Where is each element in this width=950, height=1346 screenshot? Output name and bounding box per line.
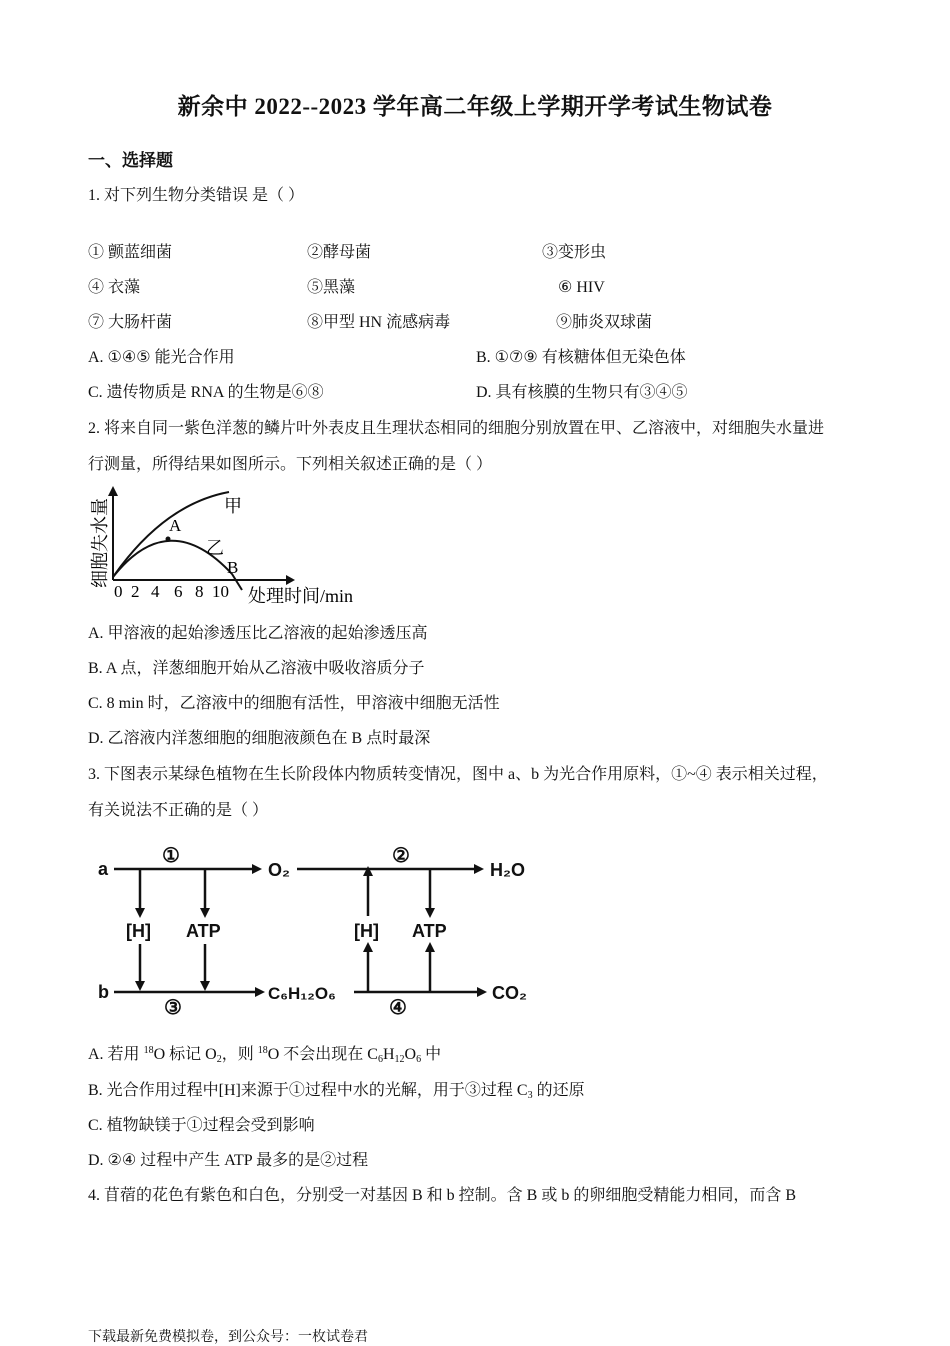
- q3-option-a: [88, 1045, 441, 1065]
- q2-stem-line2: 行测量，所得结果如图所示。下列相关叙述正确的是（ ）: [88, 456, 493, 473]
- q3-a-sub-3: 12: [394, 1054, 405, 1065]
- q3-a-text-4: O 不会出现在 C: [267, 1046, 378, 1063]
- q2-option-d: D. 乙溶液内洋葱细胞的细胞液颜色在 B 点时最深: [88, 730, 431, 747]
- q1-item-7: ⑦ 大肠杆菌: [88, 314, 173, 331]
- arrowhead-atp-down: [425, 908, 435, 918]
- label-atp-right: ATP: [412, 921, 447, 941]
- arrowhead-co2: [477, 987, 487, 997]
- q2-stem-line1: 2. 将来自同一紫色洋葱的鳞片叶外表皮且生理状态相同的细胞分别放置在甲、乙溶液中，对细胞失水量进: [88, 420, 825, 437]
- q3-a-text-3: ，则: [221, 1046, 258, 1063]
- q3-a-text-2: O 标记 O: [153, 1046, 217, 1063]
- label-h-right: [H]: [354, 921, 379, 941]
- arrowhead-h2o: [474, 864, 484, 874]
- q1-item-5: ⑤黑藻: [307, 279, 356, 296]
- label-atp-left: ATP: [186, 921, 221, 941]
- arrowhead-3-left: [135, 981, 145, 991]
- page-title: 新余中 2022--2023 学年高二年级上学期开学考试生物试卷: [177, 94, 773, 119]
- arrowhead-h-left: [135, 908, 145, 918]
- q1-stem: 1. 对下列生物分类错误 是（ ）: [88, 187, 305, 204]
- y-axis-label: 细胞失水量: [90, 498, 110, 588]
- tick-0: 0: [114, 582, 123, 601]
- arrowhead-atp-left: [200, 908, 210, 918]
- arrowhead-3-right: [200, 981, 210, 991]
- label-point-a: A: [169, 516, 182, 535]
- q3-stem-line2: 有关说法不正确的是（ ）: [88, 802, 269, 819]
- q3-a-text-6: O: [404, 1046, 417, 1063]
- q4-stem-line1: 4. 苜蓿的花色有紫色和白色，分别受一对基因 B 和 b 控制。含 B 或 b 的卵细胞受精能力相同，而含 B: [88, 1187, 797, 1204]
- q1-option-a: A. ①④⑤ 能光合作用: [88, 349, 235, 366]
- q3-a-sub-4: 6: [416, 1054, 422, 1065]
- q1-item-1: ① 颤蓝细菌: [88, 244, 173, 261]
- q3-a-sup-2: 18: [257, 1045, 268, 1056]
- water-loss-graph: [84, 484, 384, 610]
- label-o2: O₂: [268, 860, 290, 880]
- q1-item-9: ⑨肺炎双球菌: [556, 314, 653, 331]
- label-co2: CO₂: [492, 983, 527, 1003]
- x-axis-label: 处理时间/min: [248, 586, 354, 606]
- arrowhead-2-up: [363, 866, 373, 876]
- q2-option-c: C. 8 min 时，乙溶液中的细胞有活性，甲溶液中细胞无活性: [88, 695, 500, 712]
- label-b: b: [98, 982, 109, 1002]
- q1-item-2: ②酵母菌: [307, 244, 372, 261]
- label-process-2: ②: [392, 845, 410, 867]
- q3-b-text-1: B. 光合作用过程中[H]来源于①过程中水的光解，用于③过程 C: [88, 1082, 528, 1099]
- label-process-3: ③: [164, 997, 182, 1019]
- q3-a-sup-1: 18: [143, 1045, 154, 1056]
- tick-10: 10: [212, 582, 229, 601]
- label-a: a: [98, 859, 109, 879]
- point-a-marker: [166, 537, 171, 542]
- arrowhead-h-up: [363, 942, 373, 952]
- label-h-left: [H]: [126, 921, 151, 941]
- q1-option-b: B. ①⑦⑨ 有核糖体但无染色体: [476, 349, 686, 366]
- tick-4: 4: [151, 582, 160, 601]
- q1-option-c: C. 遗传物质是 RNA 的生物是⑥⑧: [88, 384, 324, 401]
- label-process-4: ④: [389, 997, 407, 1019]
- q1-item-3: ③变形虫: [542, 244, 607, 261]
- arrowhead-atp-up: [425, 942, 435, 952]
- q3-stem-line1: 3. 下图表示某绿色植物在生长阶段体内物质转变情况，图中 a、b 为光合作用原料，①~④ 表示相关过程，: [88, 766, 828, 783]
- q1-option-d: D. 具有核膜的生物只有③④⑤: [476, 384, 688, 401]
- q3-b-text-2: 的还原: [532, 1082, 585, 1099]
- q3-a-sub-1: 2: [216, 1054, 222, 1065]
- q3-a-text-5: H: [382, 1046, 395, 1063]
- q3-a-text-7: 中: [421, 1046, 442, 1063]
- section-heading: 一、选择题: [88, 151, 173, 170]
- y-axis-arrow: [108, 486, 118, 496]
- label-process-1: ①: [162, 845, 180, 867]
- tick-6: 6: [174, 582, 183, 601]
- label-yi: 乙: [206, 538, 224, 558]
- arrowhead-o2: [252, 864, 262, 874]
- q3-option-d: D. ②④ 过程中产生 ATP 最多的是②过程: [88, 1152, 369, 1169]
- q3-b-sub: 3: [527, 1090, 533, 1101]
- q3-option-c: C. 植物缺镁于①过程会受到影响: [88, 1117, 315, 1134]
- label-glucose: C₆H₁₂O₆: [268, 984, 336, 1003]
- q3-a-sub-2: 6: [377, 1054, 383, 1065]
- label-point-b: B: [227, 558, 239, 577]
- arrowhead-glucose: [255, 987, 265, 997]
- label-h2o: H₂O: [490, 860, 525, 880]
- q2-option-a: A. 甲溶液的起始渗透压比乙溶液的起始渗透压高: [88, 625, 428, 642]
- x-axis-arrow: [286, 575, 295, 585]
- q3-a-text-1: A. 若用: [88, 1046, 144, 1063]
- q2-option-b: B. A 点，洋葱细胞开始从乙溶液中吸收溶质分子: [88, 660, 425, 677]
- q1-item-8: ⑧甲型 HN 流感病毒: [307, 314, 451, 331]
- tick-8: 8: [195, 582, 204, 601]
- q1-item-6: ⑥ HIV: [558, 279, 605, 296]
- photosynthesis-respiration-diagram: [92, 838, 542, 1020]
- q1-item-4: ④ 衣藻: [88, 279, 141, 296]
- q3-option-b: [88, 1081, 585, 1101]
- page-footer: 下载最新免费模拟卷，到公众号：一枚试卷君: [88, 1330, 368, 1345]
- tick-2: 2: [131, 582, 140, 601]
- label-jia: 甲: [224, 496, 242, 516]
